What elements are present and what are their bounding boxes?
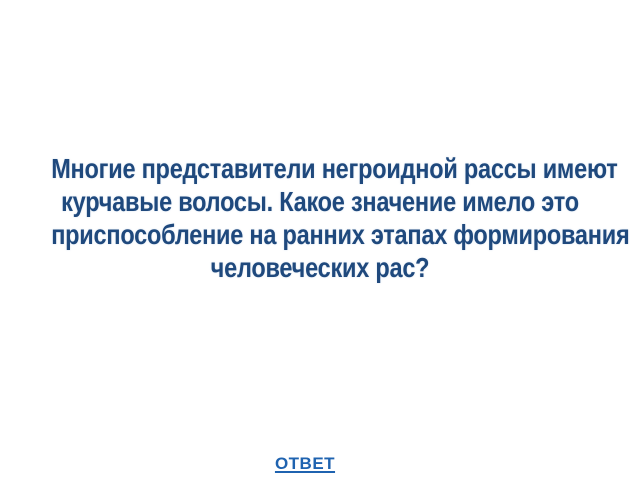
question-text (51, 152, 630, 284)
question-line-4: человеческих рас? (210, 252, 430, 283)
answer-link-container (0, 454, 610, 474)
question-line-3: приспособление на ранних этапах формирования (51, 219, 630, 250)
answer-link[interactable]: ОТВЕТ (274, 454, 336, 473)
question-line-1: Многие представители негроидной рассы имеют (51, 153, 618, 184)
question-line-2: курчавые волосы. Какое значение имело это (61, 186, 579, 217)
